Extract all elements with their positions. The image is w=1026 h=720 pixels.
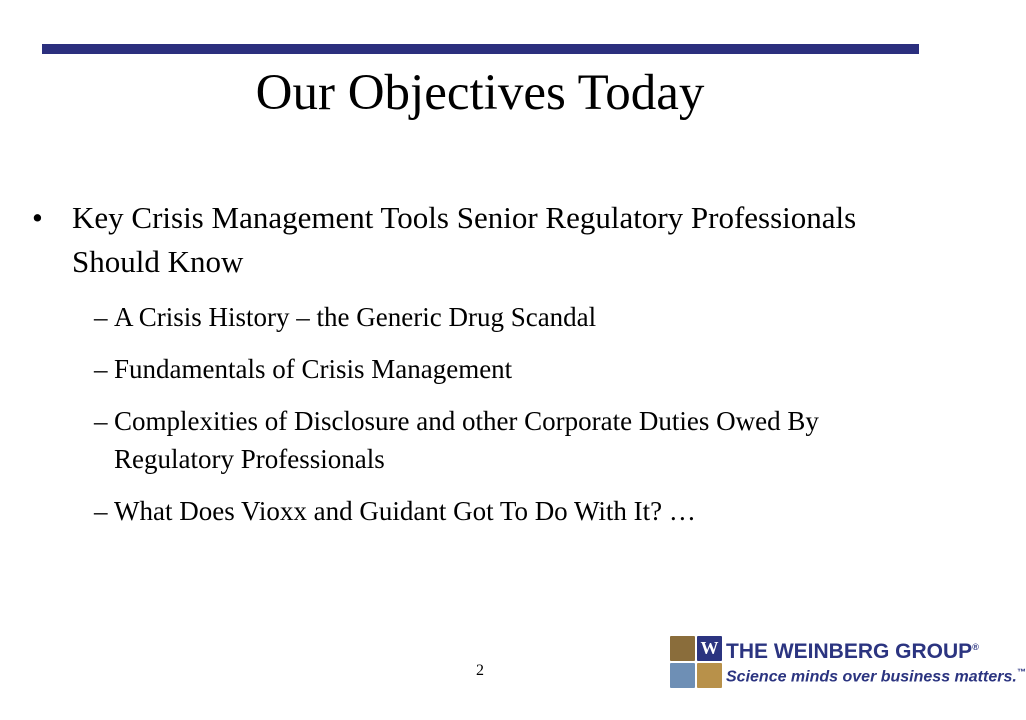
title-underline-rule [42,44,919,54]
sub-bullet-text: Fundamentals of Crisis Management [114,354,513,384]
logo-name [726,640,979,664]
mosaic-tile [697,663,722,688]
mosaic-tile [670,636,695,661]
slide-title: Our Objectives Today [255,65,705,121]
sub-bullet-item [32,492,932,530]
sub-bullet-list [32,298,932,530]
sub-bullet-item [32,402,932,478]
page-number: 2 [476,662,484,679]
main-bullet-text: Key Crisis Management Tools Senior Regulatory Professionals Should Know [72,200,857,279]
dash-icon: – [94,406,108,436]
logo-tagline [726,667,1026,686]
dash-icon: – [94,302,108,332]
bullet-dot-icon: • [32,200,43,235]
mosaic-tile [670,663,695,688]
registered-mark: ® [972,642,979,652]
slide-content [32,196,932,544]
logo-name-text: THE WEINBERG GROUP [726,640,973,663]
sub-bullet-text: What Does Vioxx and Guidant Got To Do With It? … [114,496,696,526]
sub-bullet-text: A Crisis History – the Generic Drug Scandal [114,302,597,332]
trademark-mark: ™ [1016,667,1026,677]
company-logo [670,636,1026,694]
mosaic-tile-letter: W [697,636,722,661]
dash-icon: – [94,496,108,526]
sub-bullet-text: Complexities of Disclosure and other Corporate Duties Owed By Regulatory Professionals [114,406,819,474]
main-bullet [32,196,932,284]
logo-tagline-text: Science minds over business matters. [726,668,1017,686]
sub-bullet-item [32,350,932,388]
logo-mosaic-icon [670,636,722,688]
dash-icon: – [94,354,108,384]
sub-bullet-item [32,298,932,336]
